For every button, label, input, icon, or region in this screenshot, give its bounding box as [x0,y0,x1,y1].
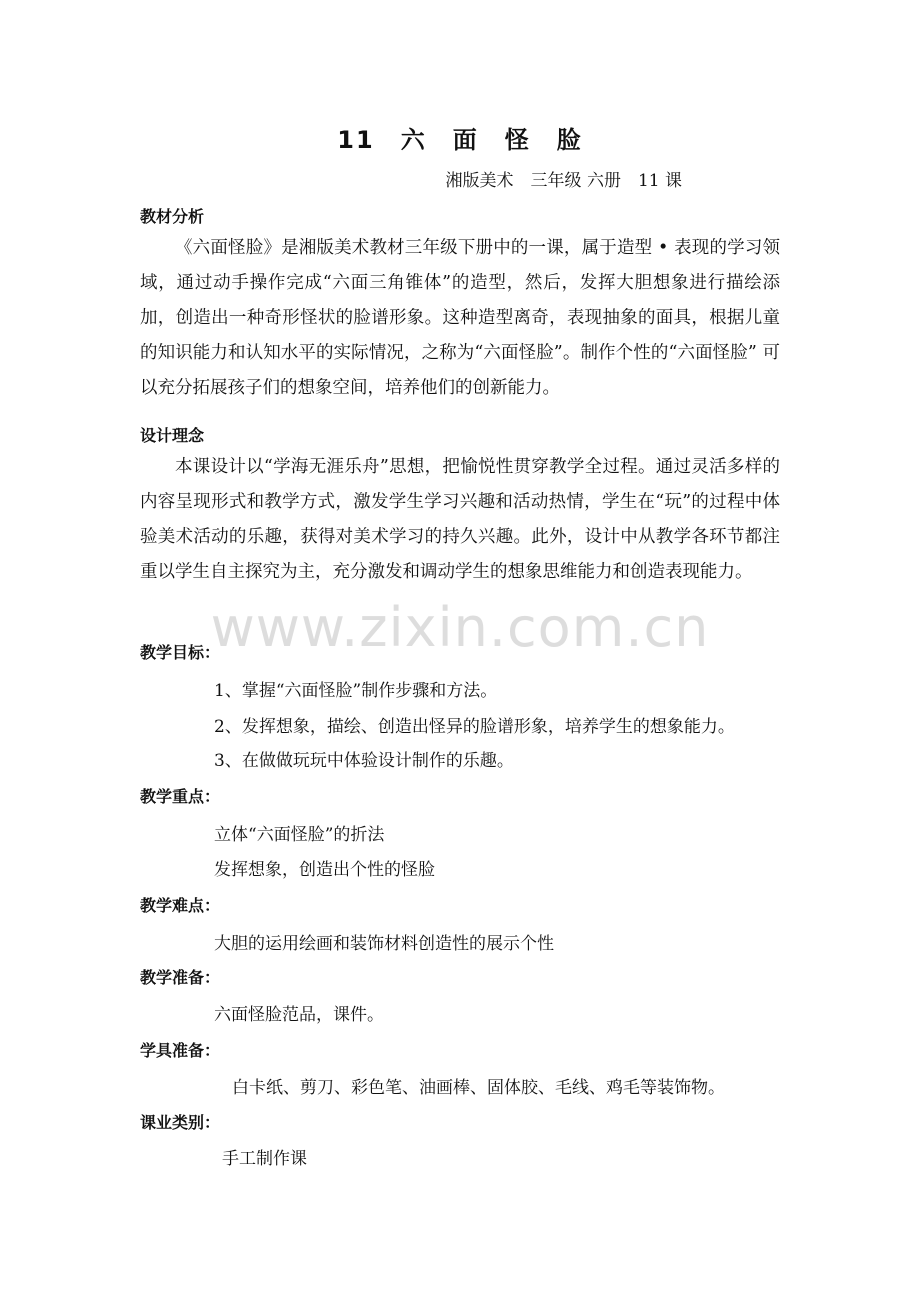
goal-item: 3、在做做玩玩中体验设计制作的乐趣。 [214,751,514,771]
heading-difficulties: 教学难点： [140,896,221,915]
paragraph-concept: 本课设计以“学海无涯乐舟”思想，把愉悦性贯穿教学全过程。通过灵活多样的内容呈现形式和教学方式，激发学生学习兴趣和活动热情，学生在“玩”的过程中体验美术活动的乐趣，获得对美术学习的持久兴趣。此外，设计中从教学各环节都注重以学生自主探究为主，充分激发和调动学生的想象思维能力和创造表现能力。 [140,457,780,582]
heading-goals: 教学目标： [140,643,221,662]
lesson-subtitle: 湘版美术 三年级 六册 11 课 [445,171,682,191]
difficulty-item: 大胆的运用绘画和装饰材料创造性的展示个性 [214,934,554,954]
lesson-title: 11 六 面 怪 脸 [337,126,583,154]
heading-preparation: 教学准备： [140,968,221,987]
key-point-item: 立体“六面怪脸”的折法 [214,825,385,845]
heading-key-points: 教学重点： [140,787,221,806]
heading-concept: 设计理念 [140,426,205,445]
preparation-item: 六面怪脸范品，课件。 [214,1005,384,1025]
heading-category: 课业类别： [140,1113,221,1132]
watermark: www.zixin.com.cn [210,596,710,659]
key-point-item: 发挥想象，创造出个性的怪脸 [214,860,435,880]
goal-item: 1、掌握“六面怪脸”制作步骤和方法。 [214,681,498,701]
paragraph-analysis: 《六面怪脸》是湘版美术教材三年级下册中的一课，属于造型 • 表现的学习领域，通过动手操作完成“六面三角锥体”的造型，然后，发挥大胆想象进行描绘添加，创造出一种奇形怪状的脸谱形象。这种造型离奇，表现抽象的面具，根据儿童的知识能力和认知水平的实际情况，之称为“六面怪脸”。制作个性的“六面怪脸” 可以充分拓展孩子们的想象空间，培养他们的创新能力。 [140,238,780,398]
heading-tools: 学具准备： [140,1041,221,1060]
tools-item: 白卡纸、剪刀、彩色笔、油画棒、固体胶、毛线、鸡毛等装饰物。 [232,1078,725,1098]
category-item: 手工制作课 [222,1149,307,1169]
goal-item: 2、发挥想象，描绘、创造出怪异的脸谱形象，培养学生的想象能力。 [214,717,735,737]
heading-analysis: 教材分析 [140,207,205,226]
